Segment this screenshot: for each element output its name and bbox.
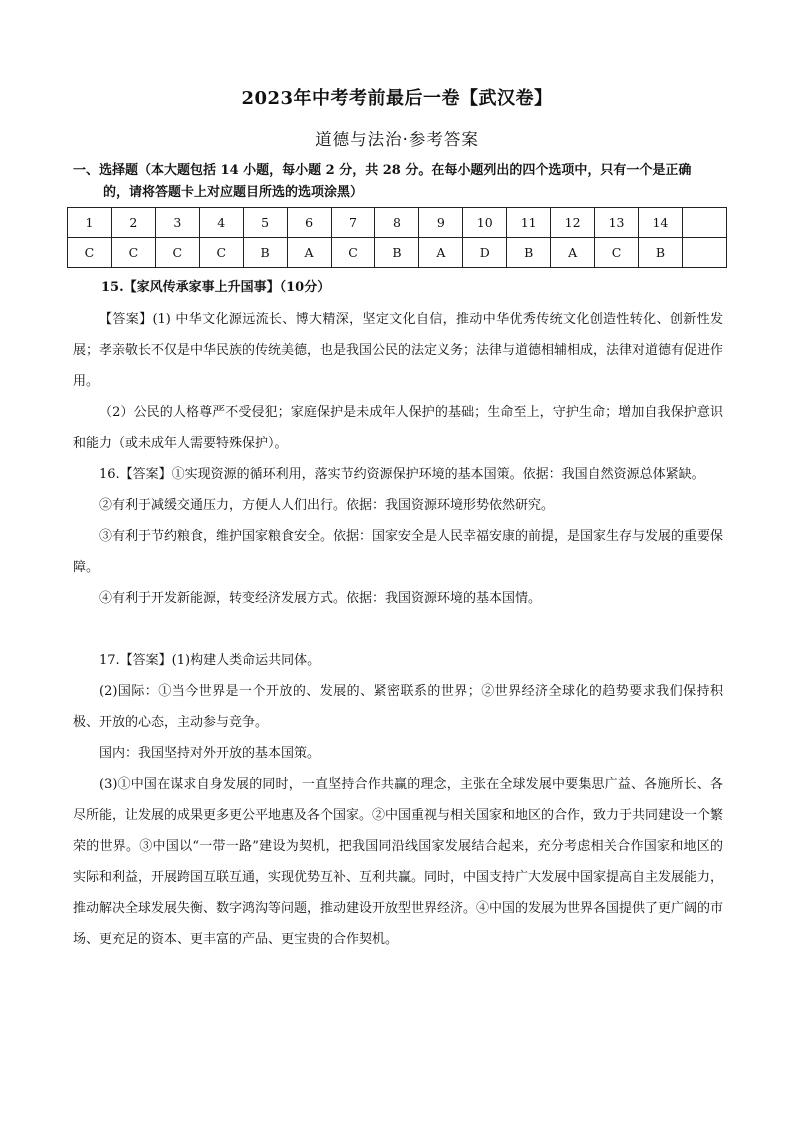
question-number-cell: 2 [111,208,155,238]
answer-cell: B [507,238,551,268]
question-17-answer [73,645,723,955]
answer-cell: B [375,238,419,268]
question-number-cell: 4 [199,208,243,238]
answer-cell: A [419,238,463,268]
answer-cell: C [68,238,112,268]
section-1-heading-line2: 的，请将答题卡上对应题目所选的选项涂黑） [103,185,364,200]
answer-table [67,207,727,268]
question-15-answer-part2: （2）公民的人格尊严不受侵犯；家庭保护是未成年人保护的基础；生命至上，守护生命；增加自我保护意识和能力（或未成年人需要特殊保护）。 [73,405,723,451]
question-16-point2: ②有利于减缓交通压力，方便人人们出行。依据：我国资源环境形势依然研究。 [99,498,555,513]
question-number-cell: 12 [551,208,595,238]
answer-cell: C [155,238,199,268]
question-number-cell: 6 [287,208,331,238]
question-16-point3: ③有利于节约粮食，维护国家粮食安全。依据：国家安全是人民幸福安康的前提，是国家生存与发展的重要保障。 [73,529,724,575]
question-17-part2-domestic: 国内：我国坚持对外开放的基本国策。 [99,746,321,761]
question-number-cell: 7 [331,208,375,238]
section-1-heading [73,160,728,204]
question-number-cell: 9 [419,208,463,238]
question-number-cell: 1 [68,208,112,238]
answer-cell: B [638,238,682,268]
question-15-heading: 15.【家风传承家事上升国事】（10分） [101,280,331,295]
answer-cell: D [463,238,507,268]
section-1-heading-line1: 一、选择题（本大题包括 14 小题，每小题 2 分，共 28 分。在每小题列出的四个选项中，只有一个是正确 [73,163,692,178]
question-number-cell: 13 [595,208,639,238]
question-number-cell: 10 [463,208,507,238]
answer-table-answer-row [68,238,727,268]
question-17-part1: 17.【答案】(1)构建人类命运共同体。 [99,653,321,668]
question-16-answer [73,459,723,614]
answer-cell: C [199,238,243,268]
page-title: 2023年中考考前最后一卷【武汉卷】 [241,88,553,109]
answer-cell: A [551,238,595,268]
question-number-cell: 3 [155,208,199,238]
page-subtitle: 道德与法治·参考答案 [315,130,479,149]
question-16-point4: ④有利于开发新能源，转变经济发展方式。依据：我国资源环境的基本国情。 [99,591,542,606]
question-number-cell: 5 [243,208,287,238]
question-number-cell: 14 [638,208,682,238]
answer-cell: A [287,238,331,268]
answer-cell: C [331,238,375,268]
question-number-cell: 11 [507,208,551,238]
question-15-answer [73,304,723,459]
question-17-part3: (3)①中国在谋求自身发展的同时，一直坚持合作共赢的理念，主张在全球发展中要集思广益、各施所长、各尽所能，让发展的成果更多更公平地惠及各个国家。②中国重视与相关国家和地区的合作，致力于共同建设一个繁荣的世界。③中国以“一带一路”建设为契机，把我国同沿线国家发展结合起来，充分考虑相关合作国家和地区的实际和利益，开展跨国互联互通，实现优势互补、互利共赢。同时，中国支持广大发展中国家提高自主发展能力，推动解决全球发展失衡、数字鸿沟等问题，推动建设开放型世界经济。④中国的发展为世界各国提供了更广阔的市场、更充足的资本、更丰富的产品、更宝贵的合作契机。 [73,777,724,947]
answer-cell: C [595,238,639,268]
answer-cell: B [243,238,287,268]
question-17-part2: (2)国际：①当今世界是一个开放的、发展的、紧密联系的世界；②世界经济全球化的趋势要求我们保持积极、开放的心态，主动参与竞争。 [73,684,723,730]
question-number-cell [682,208,726,238]
question-number-cell: 8 [375,208,419,238]
question-15-answer-part1: 【答案】(1) 中华文化源远流长、博大精深，坚定文化自信，推动中华优秀传统文化创造性转化、创新性发展；孝亲敬长不仅是中华民族的传统美德，也是我国公民的法定义务；法律与道德相辅相成，法律对道德有促进作用。 [73,312,724,389]
answer-table-number-row [68,208,727,238]
question-16-point1: 16.【答案】①实现资源的循环利用，落实节约资源保护环境的基本国策。依据：我国自然资源总体紧缺。 [99,467,705,482]
answer-cell: C [111,238,155,268]
answer-cell [682,238,726,268]
